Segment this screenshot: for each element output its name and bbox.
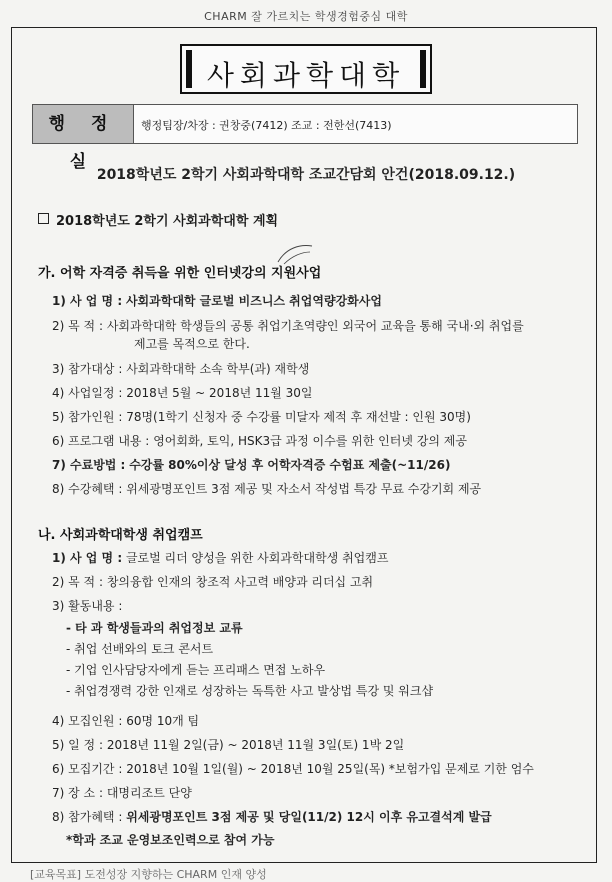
section-a-item: 5) 참가인원 : 78명(1학기 신청자 중 수강률 미달자 제적 후 재선발 : 인원 30명) bbox=[52, 410, 471, 424]
section-b-heading: 나. 사회과학대학생 취업캠프 bbox=[38, 528, 203, 543]
office-label: 행 정 실 bbox=[33, 105, 134, 143]
pen-swoosh-mark bbox=[276, 242, 316, 268]
top-slogan: CHARM 잘 가르치는 학생경험중심 대학 bbox=[204, 10, 408, 23]
activity-item: - 취업 선배와의 토크 콘서트 bbox=[66, 642, 214, 656]
footer-slogan: [교육목표] 도전성장 지향하는 CHARM 인재 양성 bbox=[30, 868, 267, 881]
section-a-item: 4) 사업일정 : 2018년 5월 ~ 2018년 11월 30일 bbox=[52, 386, 313, 400]
plan-heading: 2018학년도 2학기 사회과학대학 계획 bbox=[56, 214, 279, 229]
section-a-item: 1) 사 업 명 : 사회과학대학 글로벌 비즈니스 취업역량강화사업 bbox=[52, 294, 382, 308]
office-staff: 행정팀장/차장 : 권창중(7412) 조교 : 전한선(7413) bbox=[141, 119, 392, 132]
agenda-title: 2018학년도 2학기 사회과학대학 조교간담회 안건(2018.09.12.) bbox=[96, 167, 516, 183]
section-a-item: 3) 참가대상 : 사회과학대학 소속 학부(과) 재학생 bbox=[52, 362, 310, 376]
section-a-item: 7) 수료방법 : 수강률 80%이상 달성 후 어학자격증 수험표 제출(~11/26) bbox=[52, 458, 451, 472]
title-bar-right bbox=[420, 50, 426, 88]
section-b-item: 8) 참가혜택 : 위세광명포인트 3점 제공 및 당일(11/2) 12시 이후 유고결석계 발급 bbox=[52, 810, 492, 824]
activity-item: - 기업 인사담당자에게 듣는 프리패스 면접 노하우 bbox=[66, 663, 326, 677]
section-a-item: 6) 프로그램 내용 : 영어회화, 토익, HSK3급 과정 이수를 위한 인터넷 강의 제공 bbox=[52, 434, 467, 448]
title-box bbox=[180, 44, 432, 94]
section-a-item-continued: 제고를 목적으로 한다. bbox=[134, 337, 250, 351]
activity-item: - 타 과 학생들과의 취업정보 교류 bbox=[66, 621, 243, 635]
activity-item: - 취업경쟁력 강한 인재로 성장하는 독특한 사고 발상법 특강 및 워크샵 bbox=[66, 684, 434, 698]
section-b-note: *학과 조교 운영보조인력으로 참여 가능 bbox=[66, 833, 275, 847]
office-box bbox=[32, 104, 578, 172]
section-a-heading: 가. 어학 자격증 취득을 위한 인터넷강의 지원사업 bbox=[38, 266, 322, 281]
section-b-item: 3) 활동내용 : bbox=[52, 599, 123, 613]
section-b-item: 4) 모집인원 : 60명 10개 팀 bbox=[52, 714, 200, 728]
section-a-item: 8) 수강혜택 : 위세광명포인트 3점 제공 및 자소서 작성법 특강 무료 수강기회 제공 bbox=[52, 482, 482, 496]
section-b-item: 5) 일 정 : 2018년 11월 2일(금) ~ 2018년 11월 3일(토) 1박 2일 bbox=[52, 738, 405, 752]
section-b-item: 6) 모집기간 : 2018년 10월 1일(월) ~ 2018년 10월 25일(목) *보험가입 문제로 기한 엄수 bbox=[52, 762, 534, 776]
section-b-item: 7) 장 소 : 대명리조트 단양 bbox=[52, 786, 192, 800]
section-b-item: 1) 사 업 명 : 글로벌 리더 양성을 위한 사회과학대학생 취업캠프 bbox=[52, 551, 389, 565]
section-b-item: 2) 목 적 : 창의융합 인재의 창조적 사고력 배양과 리더십 고취 bbox=[52, 575, 374, 589]
checkbox-icon bbox=[38, 213, 49, 224]
page-title: 사회과학대학 bbox=[206, 59, 406, 92]
section-a-item: 2) 목 적 : 사회과학대학 학생들의 공통 취업기초역량인 외국어 교육을 통해 국내·외 취업를 bbox=[52, 319, 524, 333]
